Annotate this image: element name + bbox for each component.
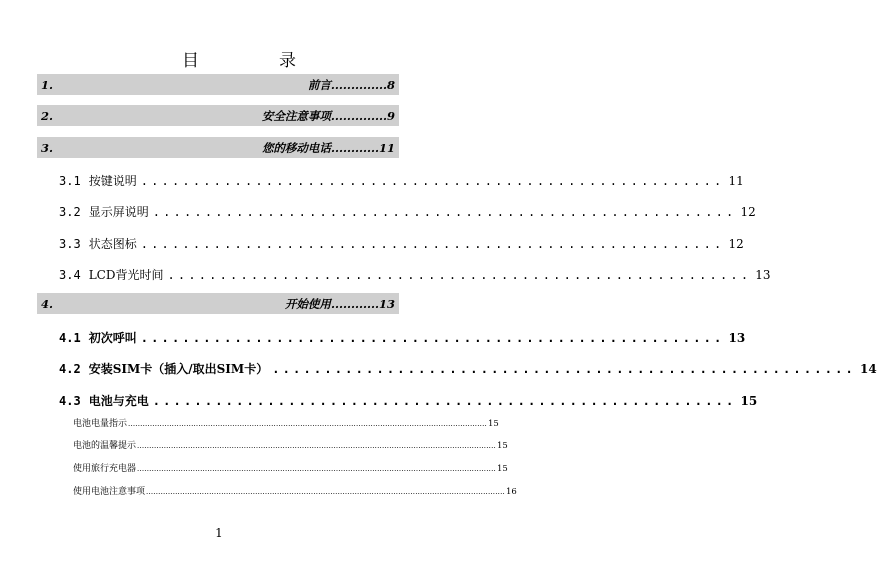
entry-page: 13 bbox=[378, 296, 395, 311]
dot-leader: ........................................................ bbox=[140, 174, 725, 188]
entry-page: 14 bbox=[859, 362, 877, 376]
dot-leader: .................................................................................................................................................... bbox=[128, 420, 487, 428]
entry-label: 开始使用 bbox=[284, 296, 331, 311]
toc-entry-4-3-a[interactable] bbox=[73, 416, 499, 430]
entry-label: 电池电量指示 bbox=[73, 419, 128, 429]
entry-number: 4. bbox=[41, 296, 54, 311]
entry-page: 15 bbox=[496, 464, 508, 474]
dot-leader: ........................................................ bbox=[140, 331, 725, 345]
entry-page: 13 bbox=[728, 331, 746, 345]
entry-page: 15 bbox=[487, 419, 499, 429]
entry-page: 12 bbox=[728, 237, 744, 251]
dot-leader: ........................................................ bbox=[272, 362, 856, 376]
toc-entry-3[interactable] bbox=[37, 137, 399, 158]
entry-label: 电池的温馨提示 bbox=[73, 441, 137, 451]
entry-label: 安装SIM卡（插入/取出SIM卡） bbox=[88, 362, 269, 376]
toc-entry-4-3-c[interactable] bbox=[73, 461, 508, 475]
toc-entry-4-1[interactable] bbox=[59, 329, 746, 347]
page-number: 1 bbox=[215, 526, 223, 540]
dot-leader: .................................................................................................................................................... bbox=[137, 442, 496, 450]
toc-entry-4-2[interactable] bbox=[59, 360, 877, 378]
entry-number: 1. bbox=[41, 77, 54, 92]
entry-page: 15 bbox=[740, 394, 758, 408]
entry-page: 11 bbox=[378, 140, 395, 155]
toc-entry-2[interactable] bbox=[37, 105, 399, 126]
entry-number: 4.2 bbox=[59, 362, 81, 376]
entry-label: 前言 bbox=[307, 77, 331, 92]
dot-leader: ............ bbox=[330, 296, 379, 311]
toc-entry-4[interactable] bbox=[37, 293, 399, 314]
entry-label: 按键说明 bbox=[88, 174, 137, 188]
toc-entry-4-3[interactable] bbox=[59, 392, 758, 410]
entry-page: 9 bbox=[386, 108, 395, 123]
entry-number: 3.2 bbox=[59, 205, 81, 219]
dot-leader: ........................................................ bbox=[152, 394, 737, 408]
entry-page: 11 bbox=[728, 174, 744, 188]
toc-entry-1[interactable] bbox=[37, 74, 399, 95]
entry-number: 4.3 bbox=[59, 394, 81, 408]
entry-label: 您的移动电话 bbox=[261, 140, 331, 155]
dot-leader: ........................................................ bbox=[152, 205, 737, 219]
dot-leader: ............ bbox=[330, 140, 379, 155]
toc-entry-3-3[interactable] bbox=[59, 235, 744, 253]
toc-title-char-2: 录 bbox=[279, 51, 336, 71]
dot-leader: .................................................................................................................................................... bbox=[146, 488, 505, 496]
dot-leader: .................................................................................................................................................... bbox=[137, 465, 496, 473]
toc-entry-3-1[interactable] bbox=[59, 172, 744, 190]
dot-leader: ........................................................ bbox=[140, 237, 725, 251]
toc-title-char-1: 目 bbox=[182, 51, 239, 71]
entry-label: 安全注意事项 bbox=[261, 108, 331, 123]
entry-page: 16 bbox=[505, 487, 517, 497]
toc-title bbox=[0, 46, 438, 71]
toc-entry-3-2[interactable] bbox=[59, 203, 756, 221]
entry-number: 4.1 bbox=[59, 331, 81, 345]
entry-label: 状态图标 bbox=[88, 237, 137, 251]
dot-leader: ........................................................ bbox=[167, 268, 752, 282]
entry-label: 使用旅行充电器 bbox=[73, 464, 137, 474]
entry-page: 13 bbox=[755, 268, 771, 282]
entry-page: 12 bbox=[740, 205, 756, 219]
toc-entry-3-4[interactable] bbox=[59, 266, 771, 284]
entry-label: 电池与充电 bbox=[88, 394, 149, 408]
entry-page: 15 bbox=[496, 441, 508, 451]
dot-leader: .............. bbox=[330, 108, 387, 123]
entry-label: 初次呼叫 bbox=[88, 331, 137, 345]
entry-label: LCD背光时间 bbox=[88, 268, 164, 282]
toc-entry-4-3-d[interactable] bbox=[73, 484, 517, 498]
entry-page: 8 bbox=[386, 77, 395, 92]
entry-number: 3. bbox=[41, 140, 54, 155]
entry-number: 2. bbox=[41, 108, 54, 123]
entry-number: 3.1 bbox=[59, 174, 81, 188]
entry-label: 使用电池注意事项 bbox=[73, 487, 146, 497]
entry-number: 3.4 bbox=[59, 268, 81, 282]
dot-leader: .............. bbox=[330, 77, 387, 92]
entry-number: 3.3 bbox=[59, 237, 81, 251]
entry-label: 显示屏说明 bbox=[88, 205, 149, 219]
toc-entry-4-3-b[interactable] bbox=[73, 438, 508, 452]
